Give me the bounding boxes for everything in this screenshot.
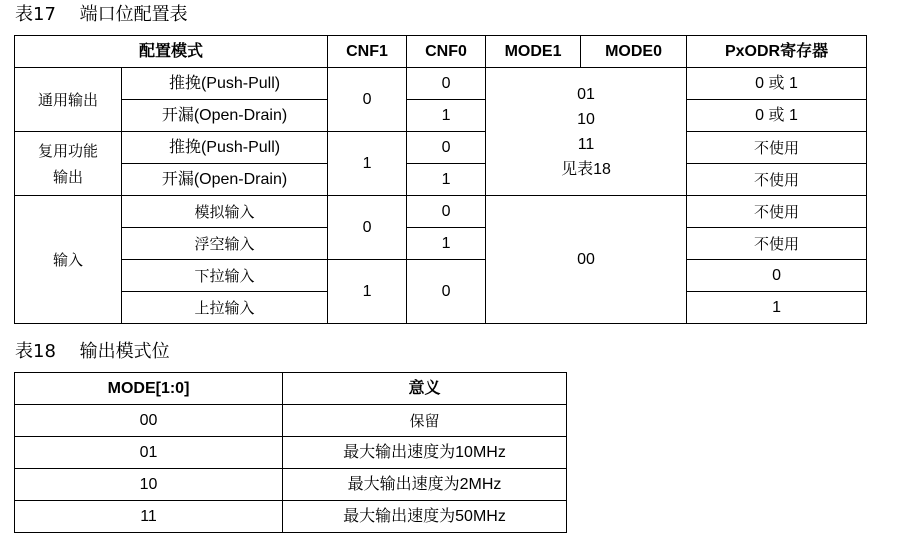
table-header-row	[15, 36, 867, 68]
group-input: 输入	[15, 196, 122, 324]
mode-output-line3: 11	[577, 135, 595, 153]
table-row	[15, 469, 567, 501]
mode-meaning: 保留	[283, 405, 567, 437]
cnf0-pull: 0	[407, 260, 486, 324]
sub-gp-opendrain: 开漏(Open-Drain)	[122, 100, 328, 132]
pxodr-gp-opendrain: 0 或 1	[687, 100, 867, 132]
mode-output-line1: 01	[577, 85, 595, 103]
mode-value: 10	[15, 469, 283, 501]
pxodr-af-pushpull: 不使用	[687, 132, 867, 164]
header-mode1: MODE1	[486, 36, 581, 68]
pxodr-gp-pushpull: 0 或 1	[687, 68, 867, 100]
table-row	[15, 437, 567, 469]
group-general-output: 通用输出	[15, 68, 122, 132]
mode-meaning: 最大输出速度为10MHz	[283, 437, 567, 469]
sub-pulldown: 下拉输入	[122, 260, 328, 292]
sub-floating: 浮空输入	[122, 228, 328, 260]
cnf1-alt-output: 1	[328, 132, 407, 196]
table-row	[15, 260, 867, 292]
header-cnf1: CNF1	[328, 36, 407, 68]
mode-output-line2: 10	[577, 110, 595, 128]
cnf0-gp-opendrain: 1	[407, 100, 486, 132]
mode-output-line4: 见表18	[561, 160, 611, 178]
group-alt-output	[15, 132, 122, 196]
header-mode0: MODE0	[581, 36, 687, 68]
mode-value: 00	[15, 405, 283, 437]
mode-value: 11	[15, 501, 283, 533]
mode-meaning: 最大输出速度为50MHz	[283, 501, 567, 533]
table-row	[15, 228, 867, 260]
sub-af-pushpull: 推挽(Push-Pull)	[122, 132, 328, 164]
header-cnf0: CNF0	[407, 36, 486, 68]
table-row	[15, 501, 567, 533]
table-row	[15, 196, 867, 228]
table-row	[15, 68, 867, 100]
cnf0-gp-pushpull: 0	[407, 68, 486, 100]
mode-output-cell	[486, 68, 687, 196]
cnf0-analog: 0	[407, 196, 486, 228]
cnf1-general-output: 0	[328, 68, 407, 132]
cnf1-input-pull: 1	[328, 260, 407, 324]
pxodr-floating: 不使用	[687, 228, 867, 260]
table18-caption: 表18 输出模式位	[15, 341, 170, 362]
output-mode-table	[14, 372, 567, 533]
pxodr-pulldown: 0	[687, 260, 867, 292]
table-row	[15, 100, 867, 132]
table-row	[15, 132, 867, 164]
table17-caption: 表17 端口位配置表	[15, 4, 188, 25]
cnf0-floating: 1	[407, 228, 486, 260]
header-config-mode: 配置模式	[15, 36, 328, 68]
sub-pullup: 上拉输入	[122, 292, 328, 324]
cnf0-af-pushpull: 0	[407, 132, 486, 164]
table-row	[15, 164, 867, 196]
group-alt-output-line1: 复用功能	[37, 141, 98, 160]
mode-input-cell: 00	[486, 196, 687, 324]
sub-gp-pushpull: 推挽(Push-Pull)	[122, 68, 328, 100]
cnf0-af-opendrain: 1	[407, 164, 486, 196]
sub-af-opendrain: 开漏(Open-Drain)	[122, 164, 328, 196]
pxodr-af-opendrain: 不使用	[687, 164, 867, 196]
table-row	[15, 405, 567, 437]
header-mode-bits: MODE[1:0]	[15, 373, 283, 405]
group-alt-output-line2: 输出	[52, 167, 83, 186]
mode-value: 01	[15, 437, 283, 469]
pxodr-analog: 不使用	[687, 196, 867, 228]
sub-analog: 模拟输入	[122, 196, 328, 228]
table-header-row	[15, 373, 567, 405]
pxodr-pullup: 1	[687, 292, 867, 324]
cnf1-input-analog-floating: 0	[328, 196, 407, 260]
mode-meaning: 最大输出速度为2MHz	[283, 469, 567, 501]
header-pxodr: PxODR寄存器	[687, 36, 867, 68]
header-meaning: 意义	[283, 373, 567, 405]
port-config-table	[14, 35, 867, 324]
